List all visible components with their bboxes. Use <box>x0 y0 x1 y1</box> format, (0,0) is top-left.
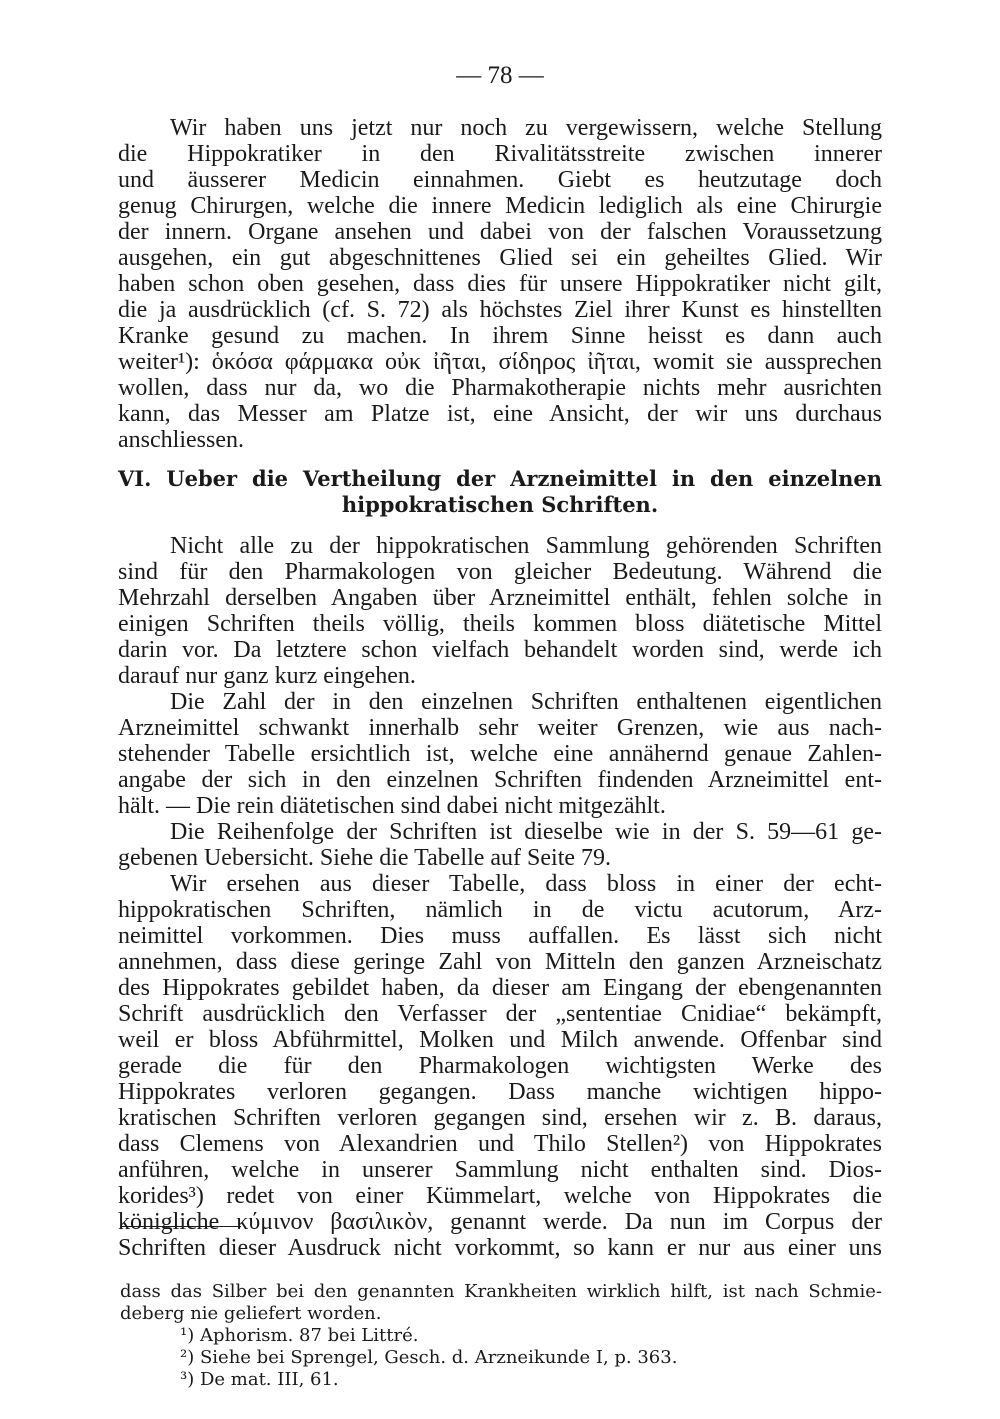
section-heading-line: VI. Ueber die Vertheilung der Arzneimittel in den einzelnen <box>118 466 882 491</box>
text-line: Wir ersehen aus dieser Tabelle, dass bloss in einer der echt- <box>170 871 882 897</box>
text-line: Schrift ausdrücklich den Verfasser der „sententiae Cnidiae“ bekämpft, <box>118 1001 882 1027</box>
footnote-line: ³) De mat. III, 61. <box>180 1369 339 1390</box>
text-line: ausgehen, ein gut abgeschnittenes Glied sei ein geheiltes Glied. Wir <box>118 245 882 271</box>
text-line: darin vor. Da letztere schon vielfach behandelt worden sind, werde ich <box>118 637 882 663</box>
text-line: weiter¹): ὁκόσα φάρμακα οὐκ ἰῆται, σίδηρος ἰῆται, womit sie aussprechen <box>118 349 882 375</box>
text-line: sind für den Pharmakologen von gleicher Bedeutung. Während die <box>118 559 882 585</box>
text-line: hippokratischen Schriften, nämlich in de victu acutorum, Arz- <box>118 897 882 923</box>
section-heading-line: hippokratischen Schriften. <box>341 492 659 517</box>
footnote-line: ¹) Aphorism. 87 bei Littré. <box>180 1325 419 1346</box>
text-line: korides³) redet von einer Kümmelart, welche von Hippokrates die <box>118 1183 882 1209</box>
text-line: die ja ausdrücklich (cf. S. 72) als höchstes Ziel ihrer Kunst es hinstellten <box>118 297 882 323</box>
text-line: hält. — Die rein diätetischen sind dabei nicht mitgezählt. <box>118 793 666 819</box>
text-line: gebenen Uebersicht. Siehe die Tabelle auf Seite 79. <box>118 845 612 871</box>
text-line: Hippokrates verloren gegangen. Dass manche wichtigen hippo- <box>118 1079 882 1105</box>
text-line: die Hippokratiker in den Rivalitätsstreite zwischen innerer <box>118 141 882 167</box>
text-line: haben schon oben gesehen, dass dies für unsere Hippokratiker nicht gilt, <box>118 271 882 297</box>
text-line: dass Clemens von Alexandrien und Thilo Stellen²) von Hippokrates <box>118 1131 882 1157</box>
text-line: Nicht alle zu der hippokratischen Sammlung gehörenden Schriften <box>170 533 882 559</box>
footnote-divider <box>121 1226 241 1227</box>
text-line: und äusserer Medicin einnahmen. Giebt es heutzutage doch <box>118 167 882 193</box>
page-number: — 78 — <box>456 62 544 89</box>
text-line: Mehrzahl derselben Angaben über Arzneimittel enthält, fehlen solche in <box>118 585 882 611</box>
footnote-line: ²) Siehe bei Sprengel, Gesch. d. Arzneikunde I, p. 363. <box>180 1347 678 1368</box>
text-line: angabe der sich in den einzelnen Schriften findenden Arzneimittel ent- <box>118 767 882 793</box>
text-line: einigen Schriften theils völlig, theils kommen bloss diätetische Mittel <box>118 611 882 637</box>
text-line: der innern. Organe ansehen und dabei von der falschen Voraussetzung <box>118 219 882 245</box>
text-line: annehmen, dass diese geringe Zahl von Mitteln den ganzen Arzneischatz <box>118 949 882 975</box>
text-line: anschliessen. <box>118 427 244 453</box>
text-line: des Hippokrates gebildet haben, da dieser am Eingang der ebengenannten <box>118 975 882 1001</box>
text-line: Die Zahl der in den einzelnen Schriften enthaltenen eigentlichen <box>170 689 882 715</box>
text-line: darauf nur ganz kurz eingehen. <box>118 663 416 689</box>
text-line: Die Reihenfolge der Schriften ist dieselbe wie in der S. 59—61 ge- <box>170 819 882 845</box>
text-line: stehender Tabelle ersichtlich ist, welche eine annähernd genaue Zahlen- <box>118 741 882 767</box>
text-line: Schriften dieser Ausdruck nicht vorkommt, so kann er nur aus einer uns <box>118 1235 882 1261</box>
text-line: Arzneimittel schwankt innerhalb sehr weiter Grenzen, wie aus nach- <box>118 715 882 741</box>
text-line: wollen, dass nur da, wo die Pharmakotherapie nichts mehr ausrichten <box>118 375 882 401</box>
text-line: kann, das Messer am Platze ist, eine Ansicht, der wir uns durchaus <box>118 401 882 427</box>
text-line: neimittel vorkommen. Dies muss auffallen. Es lässt sich nicht <box>118 923 882 949</box>
text-line: anführen, welche in unserer Sammlung nicht enthalten sind. Dios- <box>118 1157 882 1183</box>
footnote-line: deberg nie geliefert worden. <box>120 1303 382 1324</box>
text-line: weil er bloss Abführmittel, Molken und Milch anwende. Offenbar sind <box>118 1027 882 1053</box>
text-line: Kranke gesund zu machen. In ihrem Sinne heisst es dann auch <box>118 323 882 349</box>
footnote-line: dass das Silber bei den genannten Krankheiten wirklich hilft, ist nach Schmie- <box>120 1281 882 1302</box>
text-line: Wir haben uns jetzt nur noch zu vergewissern, welche Stellung <box>170 115 882 141</box>
text-line: kratischen Schriften verloren gegangen sind, ersehen wir z. B. daraus, <box>118 1105 882 1131</box>
text-line: gerade die für den Pharmakologen wichtigsten Werke des <box>118 1053 882 1079</box>
text-line: genug Chirurgen, welche die innere Medicin lediglich als eine Chirurgie <box>118 193 882 219</box>
text-line: königliche κύμινον βασιλικὸν, genannt werde. Da nun im Corpus der <box>118 1209 882 1235</box>
